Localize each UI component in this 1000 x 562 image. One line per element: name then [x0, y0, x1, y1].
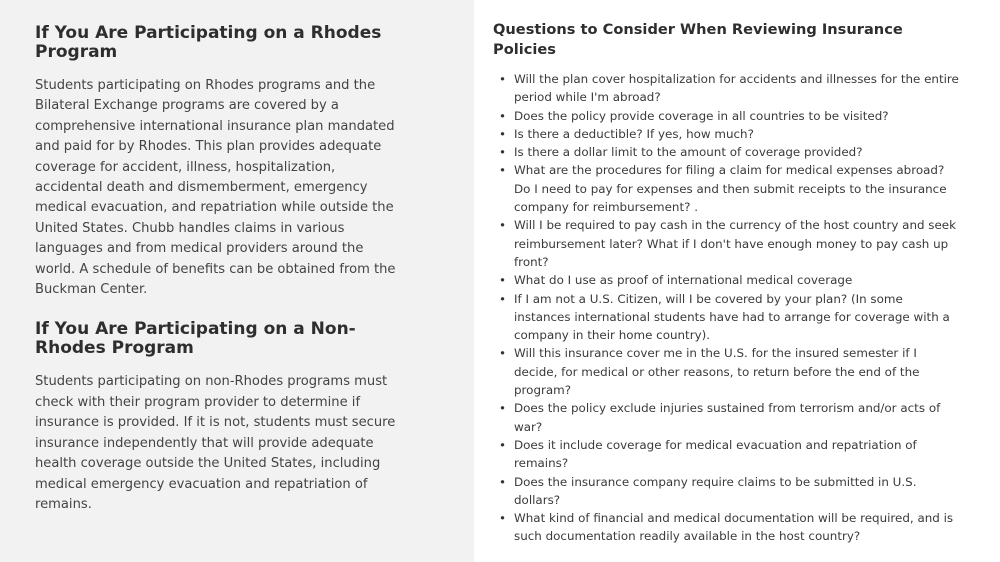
question-text: If I am not a U.S. Citizen, will I be covered by your plan? (In some instances international students have had to arrange for coverage with a company in their home country). — [514, 291, 950, 343]
question-text: Will this insurance cover me in the U.S. for the insured semester if I decide, for medical or other reasons, to return before the end of the program? — [514, 346, 920, 398]
bullet-icon: • — [499, 163, 507, 178]
question-item — [493, 143, 960, 161]
left-panel — [0, 0, 474, 562]
bullet-icon: • — [499, 437, 507, 452]
question-text: Will the plan cover hospitalization for accidents and illnesses for the entire period while I'm abroad? — [514, 72, 959, 105]
question-item — [493, 125, 960, 143]
bullet-icon: • — [499, 401, 507, 416]
non-rhodes-program-heading: If You Are Participating on a Non-Rhodes Program — [35, 319, 356, 359]
question-text: Does the insurance company require claims to be submitted in U.S. dollars? — [514, 474, 917, 507]
question-text: Does the policy exclude injuries sustained from terrorism and/or acts of war? — [514, 401, 941, 434]
non-rhodes-program-body: Students participating on non-Rhodes programs must check with their program provider to determine if insurance is provided. If it is not, students must secure insurance independently that will provide adequate health coverage outside the United States, including medical emergency evacuation and repatriation of remains. — [35, 374, 396, 512]
question-item — [493, 107, 960, 125]
bullet-icon: • — [499, 346, 507, 361]
question-item — [493, 436, 960, 473]
bullet-icon: • — [499, 72, 507, 86]
bullet-icon: • — [499, 126, 507, 141]
question-text: What kind of financial and medical documentation will be required, and is such documentation readily available in the host country? — [514, 511, 954, 544]
bullet-icon: • — [499, 291, 507, 306]
question-text: Is there a deductible? If yes, how much? — [514, 126, 754, 141]
question-item — [493, 161, 960, 216]
question-item — [493, 399, 960, 436]
question-item — [493, 509, 960, 546]
question-item — [493, 290, 960, 345]
rhodes-program-body: Students participating on Rhodes programs and the Bilateral Exchange programs are covered by a comprehensive international insurance plan mandated and paid for by Rhodes. This plan provides adequate coverage for accident, illness, hospitalization, accidental death and dismemberment, emergency medical evacuation, and repatriation while outside the United States. Chubb handles claims in various languages and from medical providers around the world. A schedule of benefits can be obtained from the Buckman Center. — [35, 78, 396, 298]
question-text: What do I use as proof of international medical coverage — [514, 273, 853, 288]
question-item — [493, 473, 960, 510]
question-item — [493, 216, 960, 271]
question-text: What are the procedures for filing a claim for medical expenses abroad? Do I need to pay for expenses and then submit receipts to the insurance company for reimbursement? . — [514, 163, 947, 215]
question-text: Does the policy provide coverage in all countries to be visited? — [514, 108, 889, 123]
bullet-icon: • — [499, 273, 507, 288]
bullet-icon: • — [499, 145, 507, 160]
right-panel — [474, 0, 1000, 562]
question-item — [493, 70, 960, 107]
question-text: Is there a dollar limit to the amount of coverage provided? — [514, 145, 863, 160]
question-list — [493, 70, 960, 546]
question-text: Does it include coverage for medical evacuation and repatriation of remains? — [514, 437, 917, 471]
questions-heading: Questions to Consider When Reviewing Insurance Policies — [493, 21, 903, 58]
bullet-icon: • — [499, 511, 507, 526]
question-text: Will I be required to pay cash in the currency of the host country and seek reimbursement later? What if I don't have enough money to pay cash up front? — [514, 218, 957, 269]
question-item — [493, 271, 960, 289]
rhodes-program-heading: If You Are Participating on a Rhodes Program — [35, 23, 382, 62]
bullet-icon: • — [499, 218, 507, 233]
bullet-icon: • — [499, 474, 507, 489]
bullet-icon: • — [499, 108, 507, 123]
question-item — [493, 344, 960, 399]
